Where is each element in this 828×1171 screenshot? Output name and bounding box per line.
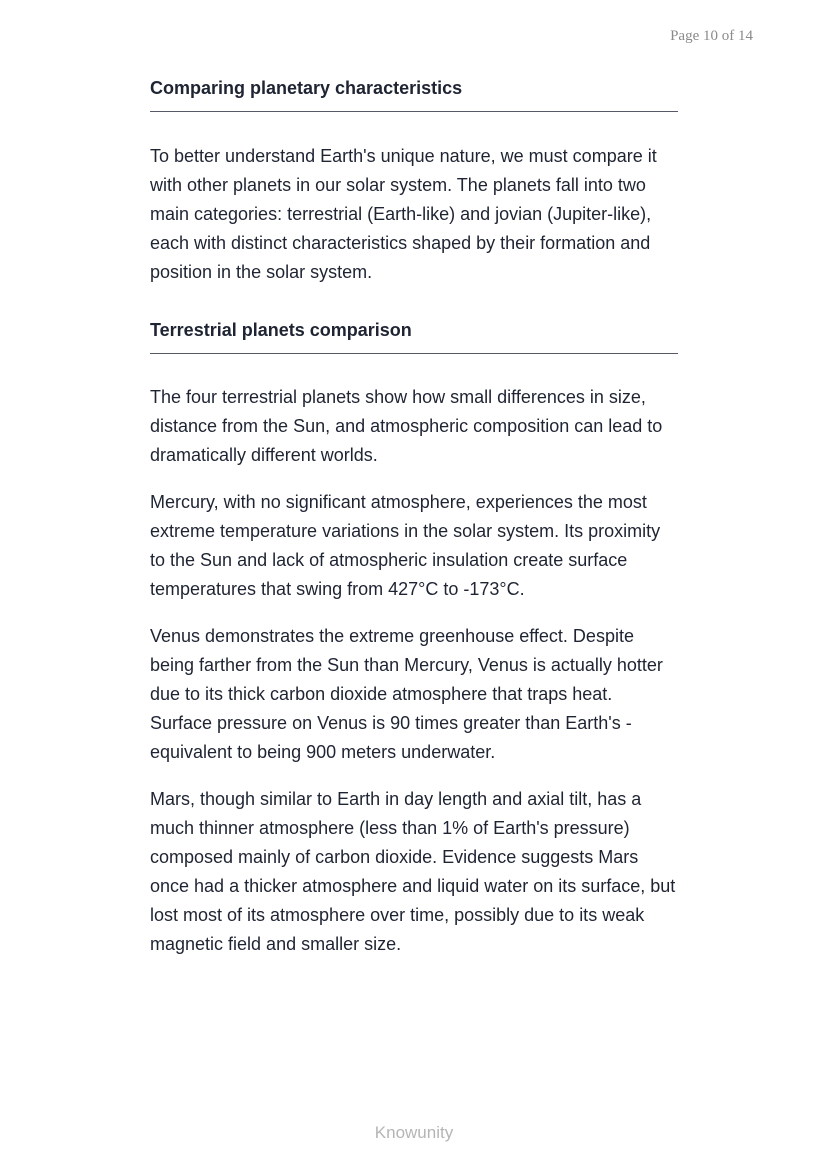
page-number: Page 10 of 14 — [670, 28, 753, 44]
paragraph-mercury: Mercury, with no significant atmosphere, experiences the most extreme temperature variations in the solar system. Its proximity to the Sun and lack of atmospheric insulation create surface temperatures that swing from 427°C to -173°C. — [150, 492, 661, 599]
paragraph-intro: To better understand Earth's unique nature, we must compare it with other planets in our solar system. The planets fall into two main categories: terrestrial (Earth-like) and jovian (Jupiter-like), each with distinct characteristics shaped by their formation and position in the solar system. — [150, 146, 657, 282]
paragraph-venus: Venus demonstrates the extreme greenhouse effect. Despite being farther from the Sun than Mercury, Venus is actually hotter due to its thick carbon dioxide atmosphere that traps heat. Surface pressure on Venus is 90 times greater than Earth's - equivalent to being 900 meters underwater. — [150, 626, 663, 762]
paragraph-terrestrial-intro: The four terrestrial planets show how small differences in size, distance from the Sun, and atmospheric composition can lead to dramatically different worlds. — [150, 387, 663, 465]
document-content — [150, 75, 678, 959]
footer-brand: Knowunity — [374, 1123, 454, 1142]
paragraph-mars: Mars, though similar to Earth in day length and axial tilt, has a much thinner atmosphere (less than 1% of Earth's pressure) composed mainly of carbon dioxide. Evidence suggests Mars once had a thicker atmosphere and liquid water on its surface, but lost most of its atmosphere over time, possibly due to its weak magnetic field and smaller size. — [150, 789, 676, 954]
section-heading-terrestrial: Terrestrial planets comparison — [150, 317, 678, 354]
section-heading-comparing: Comparing planetary characteristics — [150, 75, 678, 112]
